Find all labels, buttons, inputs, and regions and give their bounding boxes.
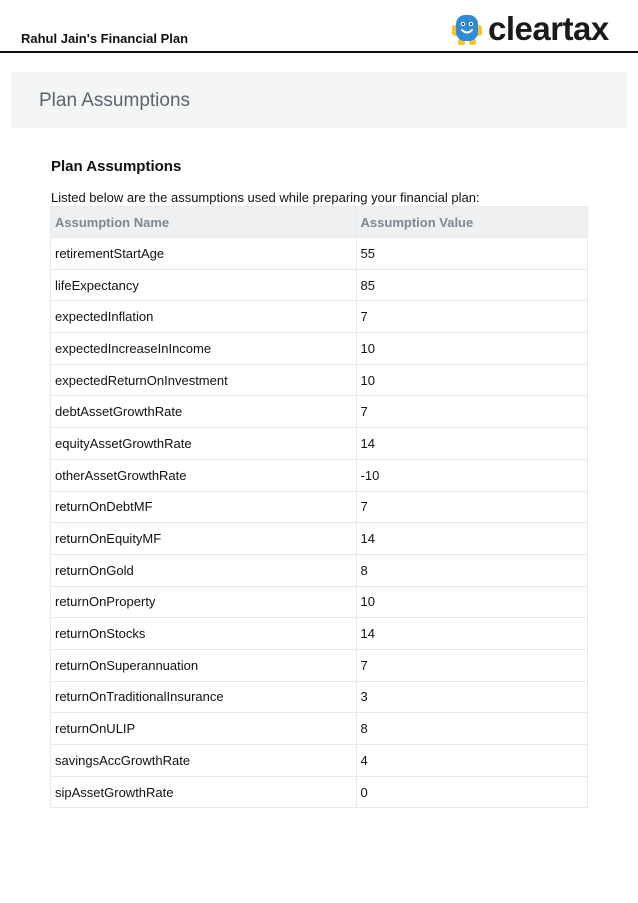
assumption-name-cell: expectedReturnOnInvestment <box>51 364 357 396</box>
content-heading: Plan Assumptions <box>51 158 182 175</box>
assumption-value-cell: 14 <box>356 428 587 460</box>
assumption-name-cell: returnOnTraditionalInsurance <box>51 681 357 713</box>
table-row <box>51 713 588 745</box>
assumption-value-cell: 55 <box>356 238 587 270</box>
table-row <box>51 396 588 428</box>
assumption-value-cell: 14 <box>356 523 587 555</box>
logo-wordmark: cleartax <box>488 10 609 47</box>
assumption-name-cell: returnOnGold <box>51 554 357 586</box>
table-row <box>51 364 588 396</box>
assumption-name-cell: returnOnEquityMF <box>51 523 357 555</box>
assumption-value-cell: 4 <box>356 745 587 777</box>
content-intro: Listed below are the assumptions used while preparing your financial plan: <box>51 190 480 205</box>
assumption-value-cell: 7 <box>356 649 587 681</box>
column-header-name: Assumption Name <box>51 207 357 238</box>
table-row <box>51 269 588 301</box>
assumption-name-cell: returnOnULIP <box>51 713 357 745</box>
assumption-name-cell: returnOnProperty <box>51 586 357 618</box>
assumption-name-cell: sipAssetGrowthRate <box>51 776 357 808</box>
assumptions-table <box>50 206 588 808</box>
assumption-name-cell: returnOnDebtMF <box>51 491 357 523</box>
assumption-name-cell: debtAssetGrowthRate <box>51 396 357 428</box>
assumption-value-cell: 10 <box>356 364 587 396</box>
table-row <box>51 618 588 650</box>
assumption-value-cell: 10 <box>356 333 587 365</box>
plan-title: Rahul Jain's Financial Plan <box>21 31 189 46</box>
page-header <box>0 0 638 53</box>
table-row <box>51 776 588 808</box>
assumption-name-cell: otherAssetGrowthRate <box>51 459 357 491</box>
assumption-name-cell: returnOnStocks <box>51 618 357 650</box>
assumption-value-cell: 14 <box>356 618 587 650</box>
assumption-value-cell: 7 <box>356 396 587 428</box>
table-row <box>51 745 588 777</box>
table-row <box>51 301 588 333</box>
assumption-name-cell: lifeExpectancy <box>51 269 357 301</box>
table-row <box>51 586 588 618</box>
assumption-value-cell: 8 <box>356 713 587 745</box>
column-header-value: Assumption Value <box>356 207 587 238</box>
table-row <box>51 554 588 586</box>
cleartax-logo <box>450 10 609 48</box>
cleartax-mascot-icon <box>450 12 484 46</box>
table-row <box>51 428 588 460</box>
table-header-row <box>51 207 588 238</box>
assumption-name-cell: equityAssetGrowthRate <box>51 428 357 460</box>
table-row <box>51 649 588 681</box>
table-row <box>51 333 588 365</box>
assumption-name-cell: retirementStartAge <box>51 238 357 270</box>
section-banner-title: Plan Assumptions <box>39 90 191 111</box>
assumption-value-cell: 7 <box>356 301 587 333</box>
assumption-value-cell: 7 <box>356 491 587 523</box>
assumption-name-cell: savingsAccGrowthRate <box>51 745 357 777</box>
table-row <box>51 681 588 713</box>
assumption-value-cell: 0 <box>356 776 587 808</box>
assumption-value-cell: 3 <box>356 681 587 713</box>
assumption-name-cell: returnOnSuperannuation <box>51 649 357 681</box>
assumption-value-cell: -10 <box>356 459 587 491</box>
assumption-value-cell: 85 <box>356 269 587 301</box>
assumption-name-cell: expectedInflation <box>51 301 357 333</box>
table-row <box>51 459 588 491</box>
assumption-value-cell: 8 <box>356 554 587 586</box>
section-banner <box>11 72 627 128</box>
table-row <box>51 523 588 555</box>
assumption-value-cell: 10 <box>356 586 587 618</box>
assumption-name-cell: expectedIncreaseInIncome <box>51 333 357 365</box>
table-row <box>51 491 588 523</box>
table-row <box>51 238 588 270</box>
